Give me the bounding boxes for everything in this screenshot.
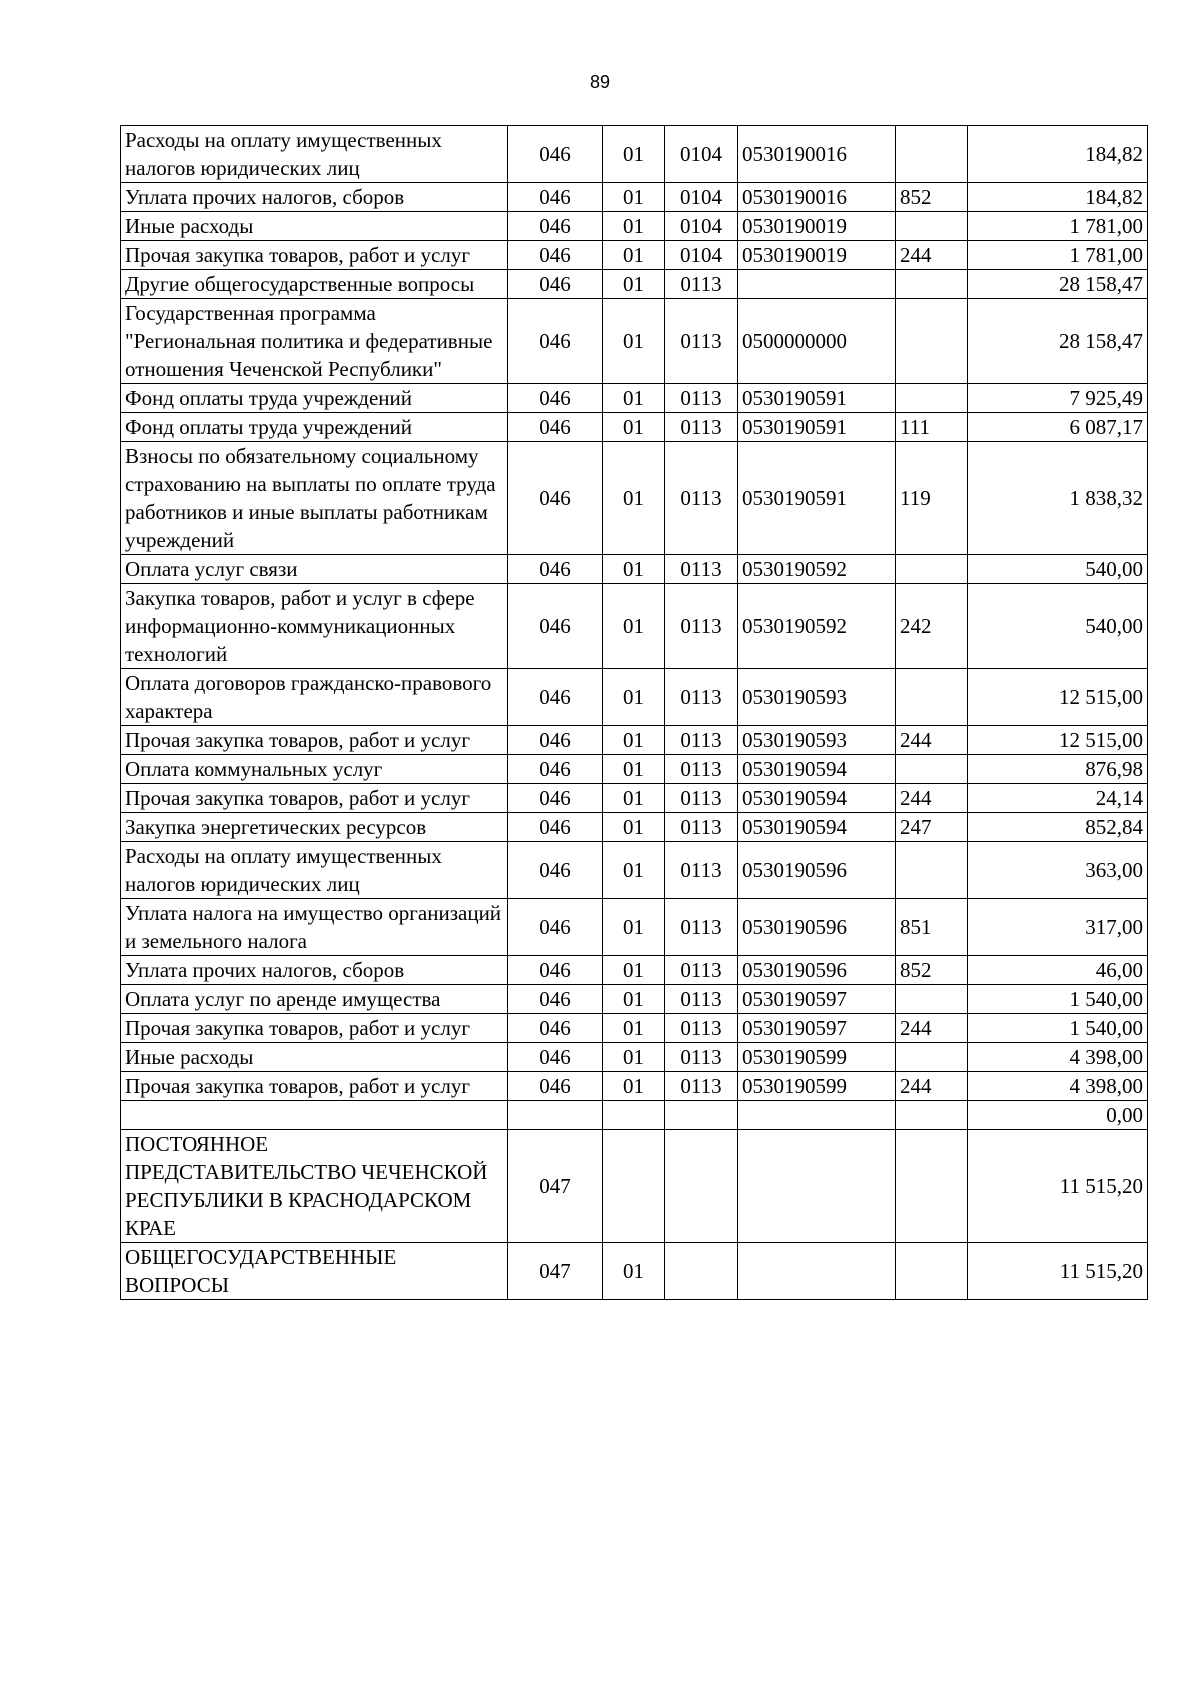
- cell-ministry-code: [508, 1101, 603, 1130]
- table-row: [121, 726, 1148, 755]
- cell-ministry-code: 046: [508, 784, 603, 813]
- cell-name: Прочая закупка товаров, работ и услуг: [121, 1014, 508, 1043]
- cell-section-code: 01: [603, 784, 665, 813]
- cell-target-article: 0530190019: [738, 241, 896, 270]
- cell-target-article: 0530190599: [738, 1043, 896, 1072]
- cell-ministry-code: 046: [508, 442, 603, 555]
- cell-subsection-code: 0104: [665, 126, 738, 183]
- cell-subsection-code: [665, 1243, 738, 1300]
- cell-subsection-code: [665, 1101, 738, 1130]
- cell-ministry-code: 046: [508, 241, 603, 270]
- cell-name: Государственная программа "Региональная политика и федеративные отношения Чеченской Республики": [121, 299, 508, 384]
- cell-section-code: 01: [603, 270, 665, 299]
- cell-ministry-code: 047: [508, 1243, 603, 1300]
- cell-amount: 28 158,47: [968, 299, 1148, 384]
- cell-name: Уплата прочих налогов, сборов: [121, 183, 508, 212]
- cell-subsection-code: 0113: [665, 555, 738, 584]
- cell-subsection-code: 0113: [665, 384, 738, 413]
- table-row: [121, 299, 1148, 384]
- cell-name: Закупка энергетических ресурсов: [121, 813, 508, 842]
- cell-section-code: 01: [603, 584, 665, 669]
- cell-subsection-code: 0113: [665, 985, 738, 1014]
- table-row: [121, 270, 1148, 299]
- cell-name: Другие общегосударственные вопросы: [121, 270, 508, 299]
- cell-section-code: 01: [603, 212, 665, 241]
- budget-table: [120, 125, 1148, 1300]
- cell-expense-type: 244: [896, 1072, 968, 1101]
- cell-amount: 1 781,00: [968, 241, 1148, 270]
- cell-ministry-code: 046: [508, 555, 603, 584]
- cell-section-code: 01: [603, 299, 665, 384]
- cell-target-article: 0530190591: [738, 413, 896, 442]
- cell-section-code: 01: [603, 183, 665, 212]
- cell-amount: 1 540,00: [968, 985, 1148, 1014]
- cell-target-article: [738, 270, 896, 299]
- cell-expense-type: [896, 1130, 968, 1243]
- cell-amount: 24,14: [968, 784, 1148, 813]
- cell-name: Оплата услуг по аренде имущества: [121, 985, 508, 1014]
- cell-section-code: 01: [603, 985, 665, 1014]
- cell-expense-type: [896, 299, 968, 384]
- cell-subsection-code: 0104: [665, 241, 738, 270]
- cell-name: Уплата налога на имущество организаций и земельного налога: [121, 899, 508, 956]
- cell-section-code: 01: [603, 1043, 665, 1072]
- cell-target-article: 0530190597: [738, 1014, 896, 1043]
- table-row: [121, 183, 1148, 212]
- cell-name: Закупка товаров, работ и услуг в сфере информационно-коммуникационных технологий: [121, 584, 508, 669]
- cell-ministry-code: 046: [508, 270, 603, 299]
- cell-amount: 317,00: [968, 899, 1148, 956]
- budget-table-body: [121, 126, 1148, 1300]
- cell-target-article: 0530190016: [738, 126, 896, 183]
- cell-amount: 6 087,17: [968, 413, 1148, 442]
- cell-expense-type: 244: [896, 1014, 968, 1043]
- table-row: [121, 1072, 1148, 1101]
- cell-amount: 7 925,49: [968, 384, 1148, 413]
- cell-amount: 184,82: [968, 126, 1148, 183]
- cell-subsection-code: 0113: [665, 755, 738, 784]
- table-row: [121, 555, 1148, 584]
- cell-name: Прочая закупка товаров, работ и услуг: [121, 784, 508, 813]
- cell-expense-type: 247: [896, 813, 968, 842]
- cell-ministry-code: 046: [508, 584, 603, 669]
- cell-subsection-code: 0113: [665, 813, 738, 842]
- cell-section-code: 01: [603, 241, 665, 270]
- cell-section-code: 01: [603, 413, 665, 442]
- cell-expense-type: 244: [896, 726, 968, 755]
- cell-ministry-code: 046: [508, 384, 603, 413]
- cell-amount: 1 540,00: [968, 1014, 1148, 1043]
- cell-amount: 12 515,00: [968, 726, 1148, 755]
- cell-target-article: 0530190594: [738, 813, 896, 842]
- cell-amount: 540,00: [968, 584, 1148, 669]
- cell-subsection-code: 0113: [665, 1043, 738, 1072]
- cell-target-article: 0530190596: [738, 899, 896, 956]
- cell-target-article: [738, 1101, 896, 1130]
- table-row: [121, 784, 1148, 813]
- cell-expense-type: [896, 669, 968, 726]
- cell-target-article: 0530190597: [738, 985, 896, 1014]
- cell-ministry-code: 046: [508, 985, 603, 1014]
- cell-name: Уплата прочих налогов, сборов: [121, 956, 508, 985]
- cell-expense-type: 851: [896, 899, 968, 956]
- cell-section-code: 01: [603, 126, 665, 183]
- cell-ministry-code: 047: [508, 1130, 603, 1243]
- cell-target-article: 0530190016: [738, 183, 896, 212]
- table-row: [121, 584, 1148, 669]
- cell-expense-type: [896, 270, 968, 299]
- cell-amount: 11 515,20: [968, 1243, 1148, 1300]
- cell-name: Прочая закупка товаров, работ и услуг: [121, 241, 508, 270]
- cell-ministry-code: 046: [508, 956, 603, 985]
- table-row: [121, 1014, 1148, 1043]
- cell-name: Фонд оплаты труда учреждений: [121, 384, 508, 413]
- cell-amount: 0,00: [968, 1101, 1148, 1130]
- cell-subsection-code: 0113: [665, 442, 738, 555]
- cell-section-code: [603, 1101, 665, 1130]
- table-row: [121, 241, 1148, 270]
- table-row: [121, 813, 1148, 842]
- cell-subsection-code: 0113: [665, 270, 738, 299]
- cell-expense-type: [896, 842, 968, 899]
- page-number: 89: [589, 72, 611, 92]
- cell-expense-type: [896, 1043, 968, 1072]
- cell-amount: 12 515,00: [968, 669, 1148, 726]
- cell-ministry-code: 046: [508, 183, 603, 212]
- cell-section-code: 01: [603, 442, 665, 555]
- cell-target-article: 0530190019: [738, 212, 896, 241]
- cell-expense-type: [896, 384, 968, 413]
- cell-amount: 11 515,20: [968, 1130, 1148, 1243]
- cell-subsection-code: 0113: [665, 899, 738, 956]
- cell-subsection-code: 0113: [665, 956, 738, 985]
- cell-expense-type: [896, 212, 968, 241]
- cell-subsection-code: 0104: [665, 183, 738, 212]
- cell-amount: 184,82: [968, 183, 1148, 212]
- table-row: [121, 899, 1148, 956]
- cell-ministry-code: 046: [508, 413, 603, 442]
- cell-target-article: 0530190593: [738, 726, 896, 755]
- cell-subsection-code: 0113: [665, 1014, 738, 1043]
- cell-expense-type: 852: [896, 183, 968, 212]
- cell-amount: 28 158,47: [968, 270, 1148, 299]
- cell-name: Иные расходы: [121, 1043, 508, 1072]
- cell-section-code: 01: [603, 755, 665, 784]
- cell-ministry-code: 046: [508, 212, 603, 241]
- cell-expense-type: [896, 1101, 968, 1130]
- cell-subsection-code: 0113: [665, 1072, 738, 1101]
- cell-amount: 1 781,00: [968, 212, 1148, 241]
- table-row: [121, 1101, 1148, 1130]
- table-row: [121, 755, 1148, 784]
- cell-section-code: 01: [603, 813, 665, 842]
- cell-expense-type: [896, 755, 968, 784]
- cell-expense-type: 852: [896, 956, 968, 985]
- table-row: [121, 985, 1148, 1014]
- cell-ministry-code: 046: [508, 813, 603, 842]
- cell-expense-type: [896, 555, 968, 584]
- cell-expense-type: 119: [896, 442, 968, 555]
- cell-section-code: 01: [603, 899, 665, 956]
- cell-ministry-code: 046: [508, 1072, 603, 1101]
- cell-amount: 4 398,00: [968, 1072, 1148, 1101]
- cell-ministry-code: 046: [508, 669, 603, 726]
- cell-section-code: 01: [603, 555, 665, 584]
- cell-subsection-code: 0113: [665, 784, 738, 813]
- cell-target-article: 0530190593: [738, 669, 896, 726]
- cell-target-article: 0530190592: [738, 584, 896, 669]
- table-row: [121, 669, 1148, 726]
- cell-target-article: 0500000000: [738, 299, 896, 384]
- cell-ministry-code: 046: [508, 842, 603, 899]
- cell-name: Расходы на оплату имущественных налогов юридических лиц: [121, 126, 508, 183]
- cell-name: Прочая закупка товаров, работ и услуг: [121, 726, 508, 755]
- cell-name: Взносы по обязательному социальному страхованию на выплаты по оплате труда работников и иные выплаты работникам учреждений: [121, 442, 508, 555]
- cell-ministry-code: 046: [508, 299, 603, 384]
- cell-amount: 852,84: [968, 813, 1148, 842]
- cell-section-code: [603, 1130, 665, 1243]
- cell-name: Прочая закупка товаров, работ и услуг: [121, 1072, 508, 1101]
- cell-name: Расходы на оплату имущественных налогов юридических лиц: [121, 842, 508, 899]
- table-row: [121, 212, 1148, 241]
- cell-section-code: 01: [603, 1014, 665, 1043]
- cell-expense-type: 244: [896, 241, 968, 270]
- cell-name: Оплата договоров гражданско-правового характера: [121, 669, 508, 726]
- cell-subsection-code: 0104: [665, 212, 738, 241]
- table-row: [121, 1243, 1148, 1300]
- cell-expense-type: [896, 985, 968, 1014]
- cell-amount: 46,00: [968, 956, 1148, 985]
- cell-target-article: [738, 1243, 896, 1300]
- cell-target-article: 0530190596: [738, 956, 896, 985]
- table-row: [121, 1043, 1148, 1072]
- table-row: [121, 126, 1148, 183]
- table-row: [121, 442, 1148, 555]
- table-row: [121, 956, 1148, 985]
- cell-ministry-code: 046: [508, 899, 603, 956]
- cell-ministry-code: 046: [508, 726, 603, 755]
- cell-name: Оплата услуг связи: [121, 555, 508, 584]
- cell-target-article: 0530190591: [738, 442, 896, 555]
- cell-expense-type: 242: [896, 584, 968, 669]
- cell-section-code: 01: [603, 842, 665, 899]
- cell-target-article: 0530190599: [738, 1072, 896, 1101]
- cell-section-code: 01: [603, 669, 665, 726]
- table-row: [121, 842, 1148, 899]
- table-row: [121, 1130, 1148, 1243]
- cell-subsection-code: 0113: [665, 842, 738, 899]
- cell-section-code: 01: [603, 726, 665, 755]
- cell-amount: 4 398,00: [968, 1043, 1148, 1072]
- cell-expense-type: [896, 1243, 968, 1300]
- cell-section-code: 01: [603, 384, 665, 413]
- cell-subsection-code: 0113: [665, 299, 738, 384]
- cell-target-article: 0530190596: [738, 842, 896, 899]
- cell-name: [121, 1101, 508, 1130]
- cell-subsection-code: [665, 1130, 738, 1243]
- table-row: [121, 413, 1148, 442]
- cell-amount: 363,00: [968, 842, 1148, 899]
- cell-name: Иные расходы: [121, 212, 508, 241]
- cell-ministry-code: 046: [508, 126, 603, 183]
- cell-target-article: 0530190591: [738, 384, 896, 413]
- cell-ministry-code: 046: [508, 755, 603, 784]
- cell-amount: 876,98: [968, 755, 1148, 784]
- cell-subsection-code: 0113: [665, 726, 738, 755]
- cell-section-code: 01: [603, 1243, 665, 1300]
- cell-amount: 1 838,32: [968, 442, 1148, 555]
- cell-subsection-code: 0113: [665, 413, 738, 442]
- cell-expense-type: [896, 126, 968, 183]
- cell-target-article: [738, 1130, 896, 1243]
- cell-section-code: 01: [603, 956, 665, 985]
- cell-amount: 540,00: [968, 555, 1148, 584]
- cell-name: ОБЩЕГОСУДАРСТВЕННЫЕ ВОПРОСЫ: [121, 1243, 508, 1300]
- cell-ministry-code: 046: [508, 1014, 603, 1043]
- cell-section-code: 01: [603, 1072, 665, 1101]
- cell-expense-type: 244: [896, 784, 968, 813]
- cell-target-article: 0530190594: [738, 755, 896, 784]
- cell-name: Оплата коммунальных услуг: [121, 755, 508, 784]
- cell-name: Фонд оплаты труда учреждений: [121, 413, 508, 442]
- cell-subsection-code: 0113: [665, 584, 738, 669]
- cell-name: ПОСТОЯННОЕ ПРЕДСТАВИТЕЛЬСТВО ЧЕЧЕНСКОЙ РЕСПУБЛИКИ В КРАСНОДАРСКОМ КРАЕ: [121, 1130, 508, 1243]
- cell-subsection-code: 0113: [665, 669, 738, 726]
- cell-target-article: 0530190592: [738, 555, 896, 584]
- cell-ministry-code: 046: [508, 1043, 603, 1072]
- cell-target-article: 0530190594: [738, 784, 896, 813]
- table-row: [121, 384, 1148, 413]
- cell-expense-type: 111: [896, 413, 968, 442]
